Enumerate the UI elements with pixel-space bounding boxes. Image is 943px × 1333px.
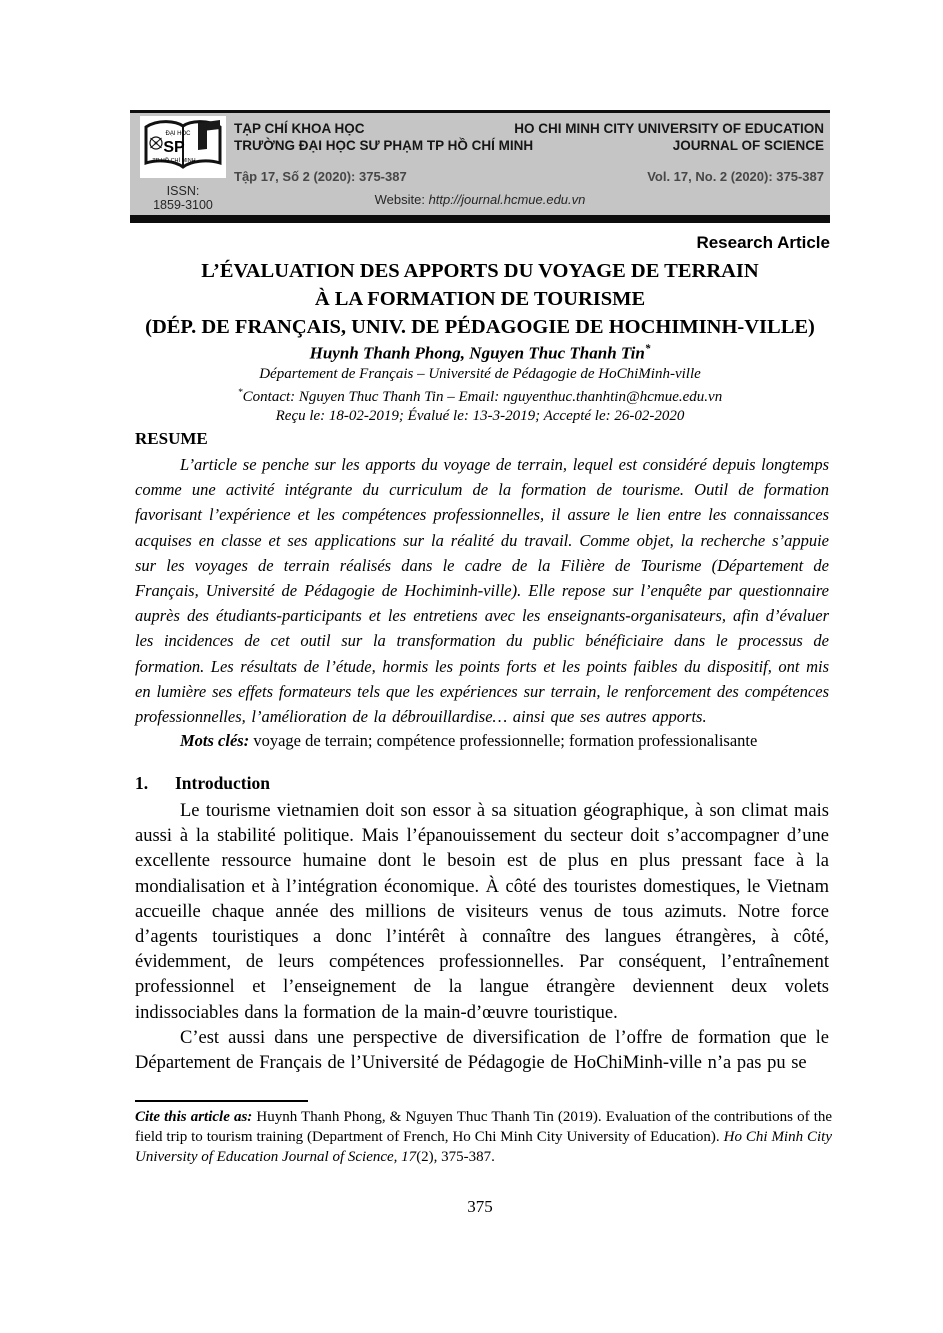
affiliation: Département de Français – Université de Pédagogie de HoChiMinh-ville	[259, 366, 701, 382]
journal-title-vi-line1: TẠP CHÍ KHOA HỌC	[234, 121, 365, 136]
body-paragraph-2: C’est aussi dans une perspective de diversification de l’offre de formation que le Département de Français de l’Université de Pédagogie de HoChiMinh-ville n’a pas pu se	[135, 1027, 829, 1074]
issn-label: ISSN:	[166, 184, 200, 198]
university-logo	[140, 116, 226, 178]
website-url: http://journal.hcmue.edu.vn	[428, 192, 586, 207]
abstract-text: L’article se penche sur les apports du voyage de terrain, lequel est considéré depuis longtemps comme une activité intégrante du curriculum de la formation de tourisme. Outil de formation favorisant l’expérience et les compétences professionnelles, il assure le lien entre les connaissances acquises en classe et ses applications sur la réalité du travail. Comme objet, la recherche s’appuie sur les voyages de terrain réalisés dans le cadre de la Filière de Tourisme (Département de Français, Université de Pédagogie de Hochiminh-ville). Elle repose sur l’enquête par questionnaire auprès des étudiants-participants et les entretiens avec les enseignants-organisateurs, afin d’évaluer les incidences de cet outil sur la transformation du public bénéficiaire dans le processus de formation. Les résultats de l’étude, hormis les points forts et les points faibles du dispositif, ont mis en lumière ses effets formateurs tels que les expériences sur terrain, le renforcement des compétences professionnelles, l’amélioration de la débrouillardise… ainsi que ses autres apports.	[135, 455, 829, 727]
contact-line	[130, 387, 830, 406]
journal-header	[130, 110, 830, 223]
article-type-label: Research Article	[696, 233, 830, 252]
abstract-block	[135, 452, 829, 751]
logo-text-main: SP	[163, 139, 185, 156]
section-heading-introduction	[135, 773, 270, 794]
review-dates: Reçu le: 18-02-2019; Évalué le: 13-3-2019; Accepté le: 26-02-2020	[275, 408, 685, 424]
section-number: 1.	[135, 773, 149, 793]
authors-line	[130, 343, 830, 364]
page-number: 375	[467, 1197, 493, 1216]
citation-suffix: (2), 375-387.	[416, 1149, 495, 1165]
footnote-rule	[135, 1100, 308, 1102]
journal-title-en	[514, 120, 824, 154]
keywords-label: Mots clés:	[180, 731, 250, 751]
logo-text-bottom: TP HỒ CHÍ MINH	[152, 158, 196, 164]
article-title-line3: (DÉP. DE FRANÇAIS, UNIV. DE PÉDAGOGIE DE HOCHIMINH-VILLE)	[145, 316, 815, 338]
open-book-logo-icon	[140, 116, 226, 178]
keywords-text: voyage de terrain; compétence professionnelle; formation professionalisante	[253, 731, 758, 751]
article-title-line1: L’ÉVALUATION DES APPORTS DU VOYAGE DE TERRAIN	[201, 260, 759, 282]
article-title	[110, 257, 850, 341]
volume-info-vi: Tập 17, Số 2 (2020): 375-387	[234, 169, 407, 184]
website-label: Website:	[374, 192, 425, 207]
body-paragraph-1: Le tourisme vietnamien doit son essor à sa situation géographique, à son climat mais aussi à la stabilité politique. Mais l’épanouissement du secteur doit s’accompagner d’une excellente ressource humaine dont le besoin est de plus en plus pressant face à la mondialisation et à l’intégration économique. À côté des touristes domestiques, le Vietnam accueille chaque année des millions de visiteurs venus de tous azimuts. Notre force d’agents touristiques a donc l’intérêt à connaître des langues étrangères, à côté, évidemment, de leurs compétences professionnelles. Par conséquent, l’entraînement professionnel et l’enseignement de la langue étrangère deviennent deux volets indissociables dans la formation de la main-d’œuvre touristique.	[135, 801, 829, 1023]
section-title: Introduction	[175, 773, 270, 793]
journal-title-vi-line2: TRƯỜNG ĐẠI HỌC SƯ PHẠM TP HỒ CHÍ MINH	[234, 138, 534, 153]
contact-text: Contact: Nguyen Thuc Thanh Tin – Email: nguyenthuc.thanhtin@hcmue.edu.vn	[242, 389, 723, 405]
logo-text-top: ĐẠI HỌC	[165, 131, 191, 137]
volume-info-en: Vol. 17, No. 2 (2020): 375-387	[647, 169, 824, 184]
abstract-heading: RESUME	[135, 429, 208, 448]
citation-text: Huynh Thanh Phong, & Nguyen Thuc Thanh Tin (2019). Evaluation of the contributions of the field trip to tourism training (Department of French, Ho Chi Minh City University of Education).	[135, 1109, 833, 1145]
journal-title-en-line1: HO CHI MINH CITY UNIVERSITY OF EDUCATION	[514, 121, 824, 136]
issn-value: 1859-3100	[153, 198, 213, 212]
body-text	[135, 799, 829, 1076]
journal-title-vi	[234, 120, 533, 154]
authors-asterisk: *	[644, 343, 651, 355]
citation-journal: Ho Chi Minh City University of Education Journal of Science, 17	[135, 1129, 833, 1165]
website-line	[130, 192, 830, 207]
article-title-line2: À LA FORMATION DE TOURISME	[314, 288, 646, 310]
citation-label: Cite this article as:	[135, 1109, 253, 1125]
keywords-line	[135, 731, 829, 751]
authors-names: Huynh Thanh Phong, Nguyen Thuc Thanh Tin	[309, 343, 645, 363]
journal-title-en-line2: JOURNAL OF SCIENCE	[672, 138, 824, 153]
citation-footnote	[135, 1107, 832, 1167]
contact-asterisk: *	[237, 387, 243, 398]
